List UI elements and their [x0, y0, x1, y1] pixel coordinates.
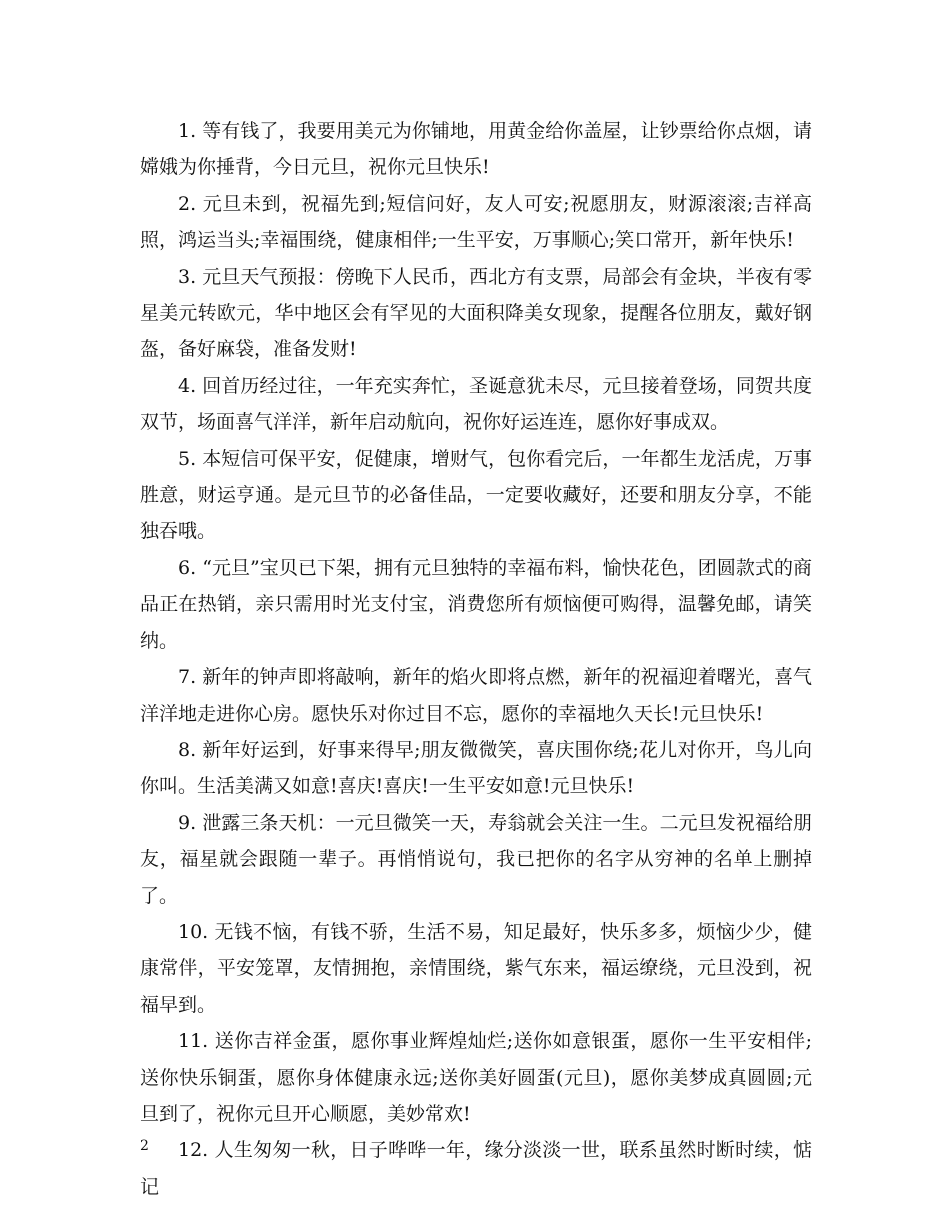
paragraph-3: 3. 元旦天气预报：傍晚下人民币，西北方有支票，局部会有金块，半夜有零星美元转欧元，华中地区会有罕见的大面积降美女现象，提醒各位朋友，戴好钢盔，备好麻袋，准备发财!	[140, 265, 812, 361]
paragraph-7: 7. 新年的钟声即将敲响，新年的焰火即将点燃，新年的祝福迎着曙光，喜气洋洋地走进你心房。愿快乐对你过目不忘，愿你的幸福地久天长!元旦快乐!	[140, 666, 812, 725]
paragraph-4: 4. 回首历经过往，一年充实奔忙，圣诞意犹未尽，元旦接着登场，同贺共度双节，场面喜气洋洋，新年启动航向，祝你好运连连，愿你好事成双。	[140, 374, 812, 434]
paragraph-12: 12. 人生匆匆一秋，日子哗哗一年，缘分淡淡一世，联系虽然时断时续，惦记	[140, 1139, 812, 1198]
paragraph-2: 2. 元旦未到，祝福先到;短信问好，友人可安;祝愿朋友，财源滚滚;吉祥高照，鸿运当头;幸福围绕，健康相伴;一生平安，万事顺心;笑口常开，新年快乐!	[140, 192, 812, 252]
paragraph-8: 8. 新年好运到，好事来得早;朋友微微笑，喜庆围你绕;花儿对你开，鸟儿向你叫。生活美满又如意!喜庆!喜庆!一生平安如意!元旦快乐!	[140, 738, 812, 798]
document-body	[140, 113, 812, 1205]
paragraph-6: 6. “元旦”宝贝已下架，拥有元旦独特的幸福布料，愉快花色，团圆款式的商品正在热销，亲只需用时光支付宝，消费您所有烦恼便可购得，温馨免邮，请笑纳。	[140, 556, 812, 652]
paragraph-9: 9. 泄露三条天机：一元旦微笑一天，寿翁就会关注一生。二元旦发祝福给朋友，福星就会跟随一辈子。再悄悄说句，我已把你的名字从穷神的名单上删掉了。	[140, 811, 812, 907]
paragraph-1: 1. 等有钱了，我要用美元为你铺地，用黄金给你盖屋，让钞票给你点烟，请嫦娥为你捶背，今日元旦，祝你元旦快乐!	[140, 120, 812, 179]
paragraph-10: 10. 无钱不恼，有钱不骄，生活不易，知足最好，快乐多多，烦恼少少，健康常伴，平安笼罩，友情拥抱，亲情围绕，紫气东来，福运缭绕，元旦没到，祝福早到。	[140, 920, 812, 1016]
page-number: 2	[140, 1138, 149, 1154]
paragraph-11: 11. 送你吉祥金蛋，愿你事业辉煌灿烂;送你如意银蛋，愿你一生平安相伴;送你快乐铜蛋，愿你身体健康永远;送你美好圆蛋(元旦)，愿你美梦成真圆圆;元旦到了，祝你元旦开心顺愿，美妙常欢!	[140, 1030, 812, 1125]
paragraph-5: 5. 本短信可保平安，促健康，增财气，包你看完后，一年都生龙活虎，万事胜意，财运亨通。是元旦节的必备佳品，一定要收藏好，还要和朋友分享，不能独吞哦。	[140, 447, 812, 543]
